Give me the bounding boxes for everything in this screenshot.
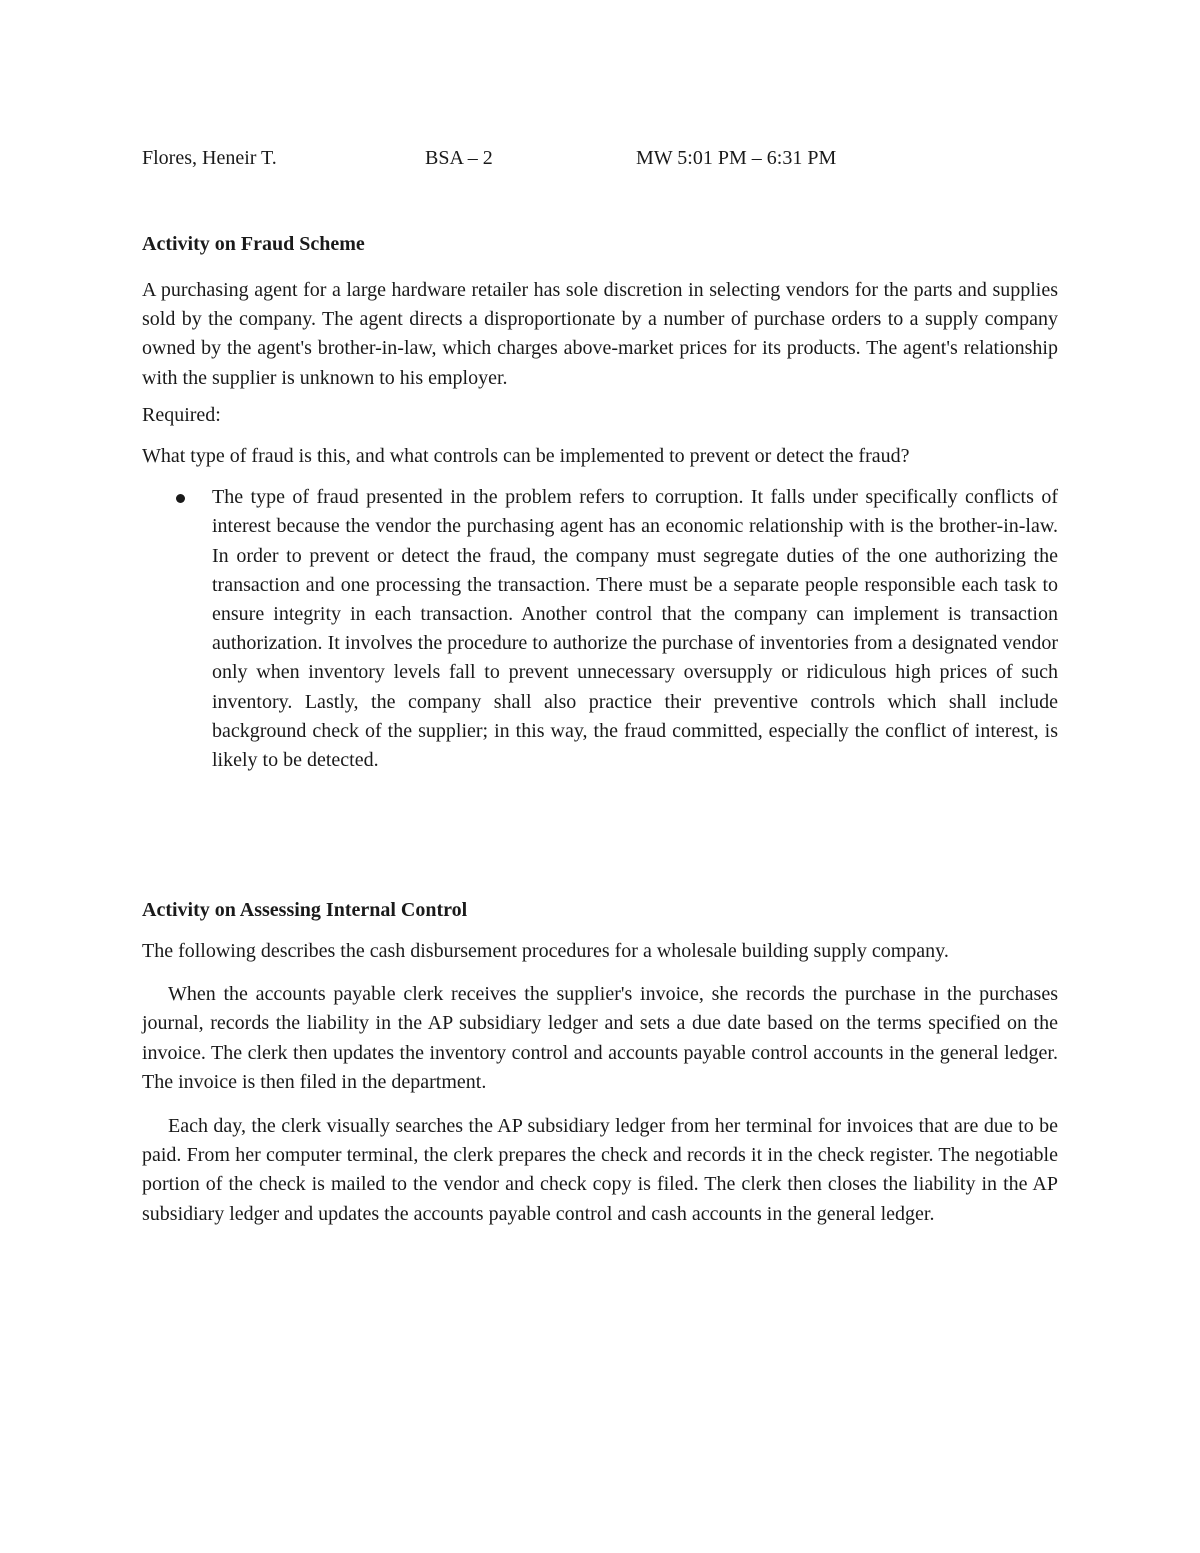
section-title: Activity on Assessing Internal Control — [142, 899, 468, 921]
question-paragraph: What type of fraud is this, and what controls can be implemented to prevent or detect the fraud? — [142, 445, 910, 468]
internal-control-section — [142, 896, 1058, 1229]
bullet-icon — [176, 494, 185, 503]
answer-item — [142, 483, 1058, 775]
fraud-scheme-section — [142, 230, 1058, 775]
answer-list — [142, 483, 1058, 775]
required-label: Required: — [142, 403, 221, 426]
student-name: Flores, Heneir T. — [142, 147, 277, 169]
procedure-paragraph-1: When the accounts payable clerk receives the supplier's invoice, she records the purchase in the purchases journal, records the liability in the AP subsidiary ledger and sets a due date based on the terms specified on the invoice. The clerk then updates the inventory control and accounts payable control accounts in the general ledger. The invoice is then filed in the department. — [142, 983, 1058, 1093]
problem-paragraph: A purchasing agent for a large hardware retailer has sole discretion in selecting vendors for the parts and supplies sold by the company. The agent directs a disproportionate by a number of purchase orders to a supply company owned by the agent's brother-in-law, which charges above-market prices for its products. The agent's relationship with the supplier is unknown to his employer. — [142, 279, 1058, 389]
course-section: BSA – 2 — [425, 147, 493, 169]
class-schedule: MW 5:01 PM – 6:31 PM — [636, 147, 837, 169]
answer-text: The type of fraud presented in the problem refers to corruption. It falls under specifically conflicts of interest because the vendor the purchasing agent has an economic relationship with is the brother-in-law. In order to prevent or detect the fraud, the company must segregate duties of the one authorizing the transaction and one processing the transaction. There must be a separate people responsible each task to ensure integrity in each transaction. Another control that the company can implement is transaction authorization. It involves the procedure to authorize the purchase of inventories from a designated vendor only when inventory levels fall to prevent unnecessary oversupply or ridiculous high prices of such inventory. Lastly, the company shall also practice their preventive controls which shall include background check of the supplier; in this way, the fraud committed, especially the conflict of interest, is likely to be detected. — [212, 486, 1058, 772]
section-title: Activity on Fraud Scheme — [142, 233, 365, 255]
intro-paragraph: The following describes the cash disbursement procedures for a wholesale building supply company. — [142, 940, 949, 962]
procedure-paragraph-2: Each day, the clerk visually searches the AP subsidiary ledger from her terminal for invoices that are due to be paid. From her computer terminal, the clerk prepares the check and records it in the check register. The negotiable portion of the check is mailed to the vendor and check copy is filed. The clerk then closes the liability in the AP subsidiary ledger and updates the accounts payable control and cash accounts in the general ledger. — [142, 1115, 1058, 1225]
